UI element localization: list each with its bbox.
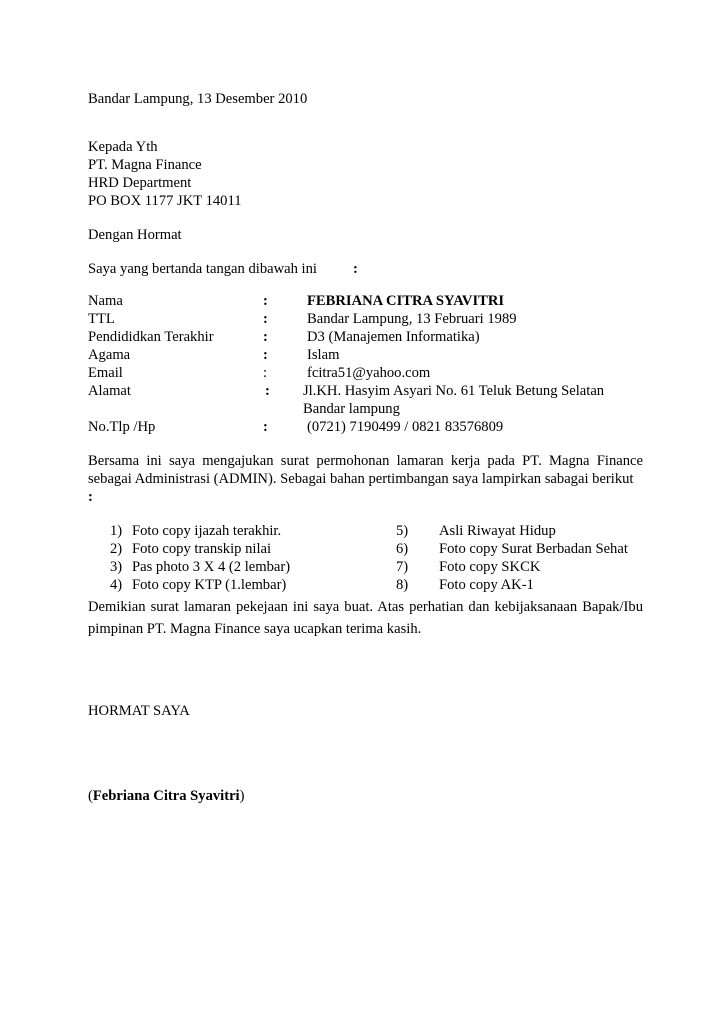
identity-row-phone <box>88 418 643 436</box>
list-item-text: Foto copy AK-1 <box>439 577 534 593</box>
list-item-number: 4) <box>110 577 123 593</box>
list-item-text: Foto copy transkip nilai <box>132 541 272 557</box>
identity-colon: : <box>263 329 268 345</box>
recipient-line: Kepada Yth <box>88 139 158 155</box>
identity-row-address-cont <box>88 400 643 418</box>
list-item-number: 8) <box>396 577 409 593</box>
recipient-line: PT. Magna Finance <box>88 157 202 173</box>
identity-value: Bandar lampung <box>303 401 400 417</box>
sign-off: HORMAT SAYA <box>88 703 190 719</box>
signature <box>88 787 244 805</box>
identity-value: Bandar Lampung, 13 Februari 1989 <box>307 311 517 327</box>
identity-colon: : <box>265 383 270 399</box>
letter-page <box>88 0 643 1030</box>
identity-colon: : <box>263 419 268 435</box>
identity-value: fcitra51@yahoo.com <box>307 365 431 381</box>
identity-row-email <box>88 364 643 382</box>
identity-colon: : <box>263 365 268 381</box>
identity-row-religion <box>88 346 643 364</box>
list-item-number: 7) <box>396 559 409 575</box>
identity-colon: : <box>263 347 268 363</box>
identity-row-name <box>88 292 643 310</box>
signature-paren-open: ( <box>88 788 93 804</box>
recipient-line: HRD Department <box>88 175 192 191</box>
identity-row-address <box>88 382 643 400</box>
list-item-number: 3) <box>110 559 123 575</box>
greeting: Dengan Hormat <box>88 227 182 243</box>
signature-name: Febriana Citra Syavitri <box>92 788 240 804</box>
list-item-number: 2) <box>110 541 123 557</box>
list-item-text: Asli Riwayat Hidup <box>439 523 556 539</box>
identity-value: Jl.KH. Hasyim Asyari No. 61 Teluk Betung Selatan <box>303 383 605 399</box>
intro-text: Saya yang bertanda tangan dibawah ini <box>88 261 317 277</box>
identity-value: D3 (Manajemen Informatika) <box>307 329 480 345</box>
identity-row-ttl <box>88 310 643 328</box>
intro-colon: : <box>353 261 358 277</box>
body-colon: : <box>88 489 93 505</box>
identity-label: No.Tlp /Hp <box>88 419 156 435</box>
identity-label: Nama <box>88 293 123 309</box>
identity-colon: : <box>263 311 268 327</box>
body-text: Bersama ini saya mengajukan surat permohonan lamaran kerja pada PT. Magna Finance sebagai Administrasi (ADMIN). Sebagai bahan pertimbangan saya lampirkan sabagai berikut <box>88 453 643 487</box>
list-item-text: Foto copy SKCK <box>439 559 541 575</box>
identity-label: TTL <box>88 311 115 327</box>
list-item-text: Foto copy ijazah terakhir. <box>132 523 282 539</box>
identity-label: Email <box>88 365 123 381</box>
body-paragraph <box>88 452 643 506</box>
identity-row-education <box>88 328 643 346</box>
identity-label: Agama <box>88 347 131 363</box>
list-item-number: 5) <box>396 523 409 539</box>
list-item-number: 1) <box>110 523 123 539</box>
closing-paragraph: Demikian surat lamaran pekejaan ini saya buat. Atas perhatian dan kebijaksanaan Bapak/Ibu pimpinan PT. Magna Finance saya ucapkan terima kasih. <box>88 599 643 637</box>
list-item-number: 6) <box>396 541 409 557</box>
identity-value: Islam <box>307 347 340 363</box>
place-date: Bandar Lampung, 13 Desember 2010 <box>88 91 308 107</box>
list-item-text: Pas photo 3 X 4 (2 lembar) <box>132 559 291 575</box>
list-item-text: Foto copy KTP (1.lembar) <box>132 577 287 593</box>
identity-value: (0721) 7190499 / 0821 83576809 <box>307 419 504 435</box>
list-item-text: Foto copy Surat Berbadan Sehat <box>439 541 628 557</box>
identity-label: Pendididkan Terakhir <box>88 329 214 345</box>
identity-label: Alamat <box>88 383 131 399</box>
identity-colon: : <box>263 293 268 309</box>
signature-paren-close: ) <box>239 788 245 804</box>
recipient-line: PO BOX 1177 JKT 14011 <box>88 193 242 209</box>
identity-value: FEBRIANA CITRA SYAVITRI <box>307 293 505 309</box>
